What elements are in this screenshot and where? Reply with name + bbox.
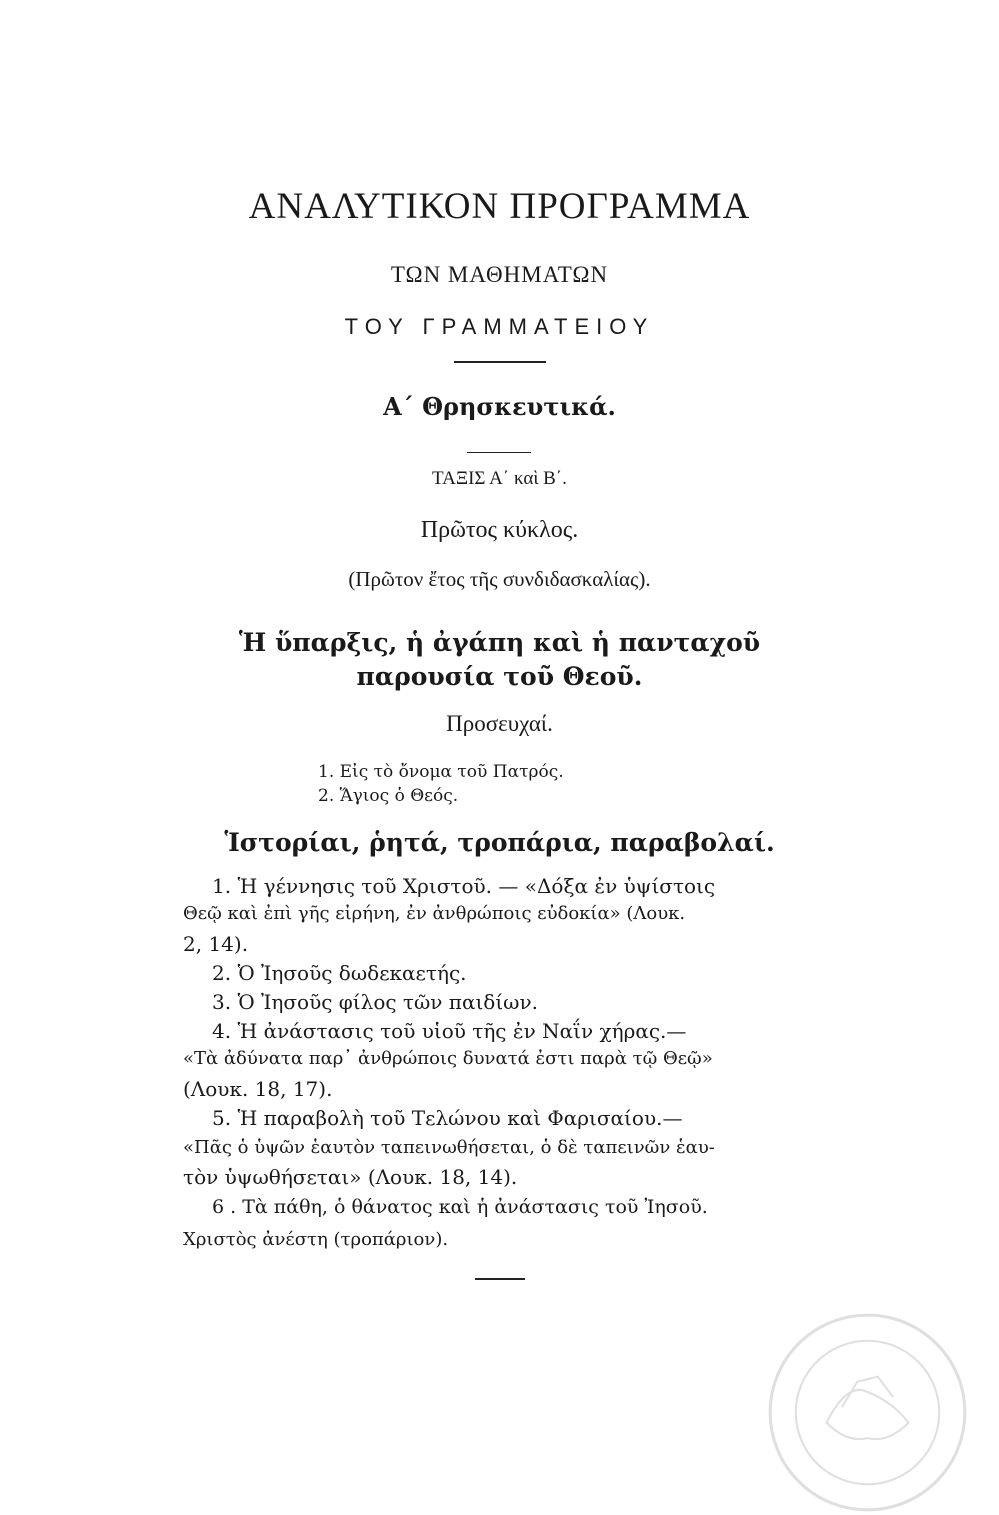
university-seal-icon [765,1310,970,1515]
theme-line-1: Ἡ ὕπαρξις, ἡ ἀγάπη καὶ ἡ πανταχοῦ [238,628,761,657]
item-1-line-3: 2, 14). [183,932,249,956]
item-5-line-3: τὸν ὑψωθήσεται» (Λουκ. 18, 14). [183,1165,518,1189]
prayers-heading: Προσευχαί. [446,711,553,736]
prayer-item: 1. Εἰς τὸ ὄνομα τοῦ Πατρός. [318,762,564,782]
item-2: 2. Ὁ Ἰησοῦς δωδεκαετής. [212,961,467,985]
cycle-heading: Πρῶτος κύκλος. [420,517,579,543]
item-4-line-3: (Λουκ. 18, 17). [183,1077,333,1101]
prayer-item: 2. Ἅγιος ὁ Θεός. [318,786,459,806]
page-title: ΑΝΑΛΥΤΙΚΟΝ ΠΡΟΓΡΑΜΜΑ [248,186,751,227]
page-subtitle-2: ΤΟΥ ΓΡΑΜΜΑΤΕΙΟΥ [344,314,655,339]
year-note: (Πρῶτον ἔτος τῆς συνδιδασκαλίας). [348,567,651,591]
divider-bottom [475,1278,525,1280]
item-5-line-1: 5. Ἡ παραβολὴ τοῦ Τελώνου καὶ Φαρισαίου.— [212,1106,683,1130]
theme-heading [0,626,999,694]
item-6-line-2: Χριστὸς ἀνέστη (τροπάριον). [183,1229,449,1250]
page-subtitle-1: ΤΩΝ ΜΑΘΗΜΑΤΩΝ [390,262,609,287]
divider-top [454,361,546,363]
classes-heading: ΤΑΞΙΣ Α΄ καὶ Β΄. [432,468,567,489]
divider-section [467,452,531,453]
item-3: 3. Ὁ Ἰησοῦς φίλος τῶν παιδίων. [212,990,539,1014]
item-1-line-1: 1. Ἡ γέννησις τοῦ Χριστοῦ. — «Δόξα ἐν ὑψίστοις [212,874,716,898]
theme-line-2: παρουσία τοῦ Θεοῦ. [356,662,643,691]
item-1-line-2: Θεῷ καὶ ἐπὶ γῆς εἰρήνη, ἐν ἀνθρώποις εὐδοκία» (Λουκ. [183,903,686,924]
item-6-line-1: 6 . Τὰ πάθη, ὁ θάνατος καὶ ἡ ἀνάστασις τοῦ Ἰησοῦ. [212,1196,708,1218]
section-heading: Α΄ Θρησκευτικά. [383,392,616,421]
item-4-line-1: 4. Ἡ ἀνάστασις τοῦ υἱοῦ τῆς ἐν Ναΐν χήρας.— [212,1019,687,1043]
item-5-line-2: «Πᾶς ὁ ὑψῶν ἑαυτὸν ταπεινωθήσεται, ὁ δὲ ταπεινῶν ἑαυ- [183,1137,715,1158]
stories-heading: Ἱστορίαι, ῥητά, τροπάρια, παραβολαί. [224,828,775,857]
item-4-line-2: «Τὰ ἀδύνατα παρ᾽ ἀνθρώποις δυνατά ἐστι παρὰ τῷ Θεῷ» [183,1048,713,1069]
